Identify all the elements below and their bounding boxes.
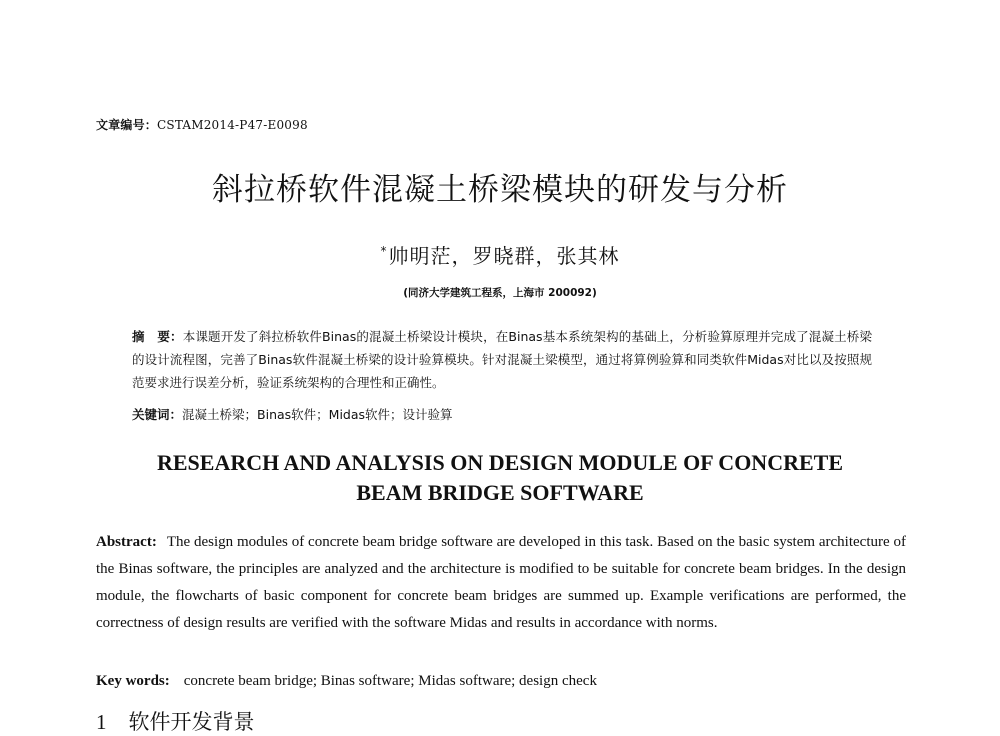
keywords-en — [96, 673, 597, 690]
abstract-zh-label: 摘 要： — [132, 329, 183, 344]
paper-title-en-line2: BEAM BRIDGE SOFTWARE — [356, 480, 644, 505]
corresponding-author-marker: * — [380, 244, 388, 259]
author-list — [0, 240, 1000, 269]
abstract-zh-text: 本课题开发了斜拉桥软件Binas的混凝土桥梁设计模块，在Binas基本系统架构的基础上，分析验算原理并完成了混凝土桥梁的设计流程图，完善了Binas软件混凝土桥梁的设计验算模块。针对混凝土梁模型，通过将算例验算和同类软件Midas对比以及按照规范要求进行误差分析，验证系统架构的合理性和正确性。 — [132, 329, 872, 390]
keywords-zh — [132, 405, 453, 423]
keywords-zh-label: 关键词： — [132, 407, 183, 422]
paper-title-zh: 斜拉桥软件混凝土桥梁模块的研发与分析 — [212, 172, 788, 208]
keywords-en-label: Key words: — [96, 673, 170, 689]
keywords-en-text: concrete beam bridge; Binas software; Midas software; design check — [183, 673, 597, 689]
article-id-value: CSTAM2014-P47-E0098 — [157, 118, 308, 132]
article-id-label: 文章编号： — [96, 118, 158, 132]
keywords-zh-text: 混凝土桥梁；Binas软件；Midas软件；设计验算 — [182, 407, 453, 422]
paper-title-en — [120, 448, 880, 508]
affiliation: (同济大学建筑工程系，上海市 200092) — [403, 287, 597, 299]
article-id — [96, 116, 308, 133]
section-title: 软件开发背景 — [128, 710, 255, 734]
section-number: 1 — [96, 710, 107, 734]
paper-title-en-line1: RESEARCH AND ANALYSIS ON DESIGN MODULE OF CONCRETE — [157, 450, 843, 475]
author-names: 帅明茫，罗晓群，张其林 — [388, 244, 620, 268]
abstract-en — [96, 529, 906, 637]
abstract-en-label: Abstract: — [96, 534, 157, 550]
abstract-en-text: The design modules of concrete beam bridge software are developed in this task. Based on the basic system architecture of the Binas software, the principles are analyzed and the architecture is modified to be suitable for concrete beam bridges. In the design module, the flowcharts of basic component for concrete beam bridges are summed up. Example verifications are performed, the correctness of design results are verified with the software Midas and results in accordance with norms. — [96, 534, 906, 631]
abstract-zh — [132, 325, 872, 394]
section-heading-1 — [96, 706, 255, 736]
